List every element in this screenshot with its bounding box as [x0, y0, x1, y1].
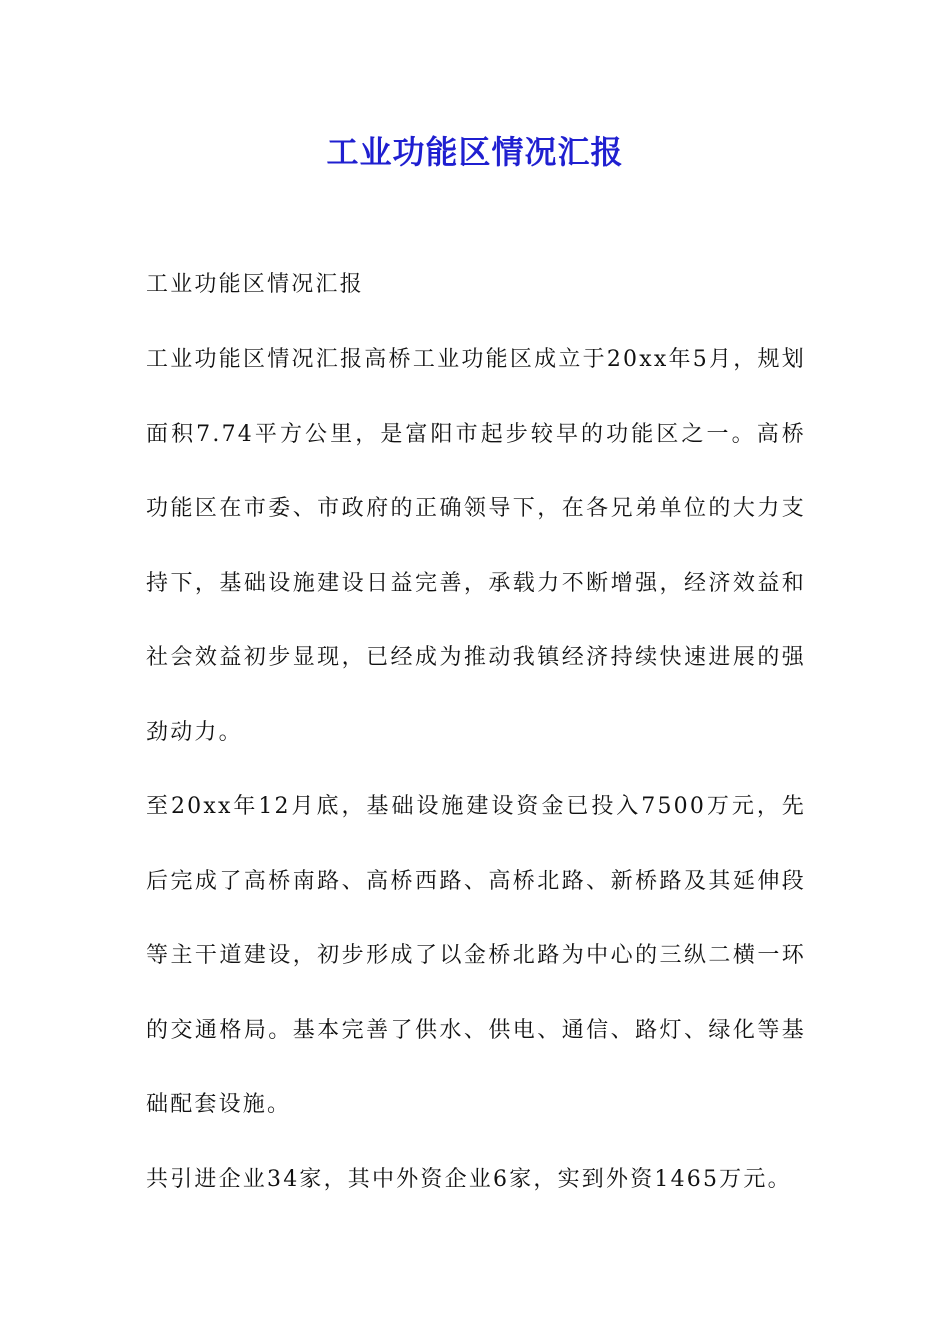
- document-body: [146, 323, 806, 1217]
- document-subtitle: 工业功能区情况汇报: [146, 272, 364, 297]
- paragraph-enterprises: 共引进企业34家，其中外资企业6家，实到外资1465万元。: [146, 1166, 792, 1192]
- paragraph-infrastructure: 至20xx年12月底，基础设施建设资金已投入7500万元，先后完成了高桥南路、高桥西路、高桥北路、新桥路及其延伸段等主干道建设，初步形成了以金桥北路为中心的三纵二横一环的交通格局。基本完善了供水、供电、通信、路灯、绿化等基础配套设施。: [146, 794, 806, 1117]
- paragraph-intro: 工业功能区情况汇报高桥工业功能区成立于20xx年5月，规划面积7.74平方公里，是富阳市起步较早的功能区之一。高桥功能区在市委、市政府的正确领导下，在各兄弟单位的大力支持下，基础设施建设日益完善，承载力不断增强，经济效益和社会效益初步显现，已经成为推动我镇经济持续快速进展的强劲动力。: [146, 347, 806, 745]
- document-title: 工业功能区情况汇报: [326, 133, 624, 171]
